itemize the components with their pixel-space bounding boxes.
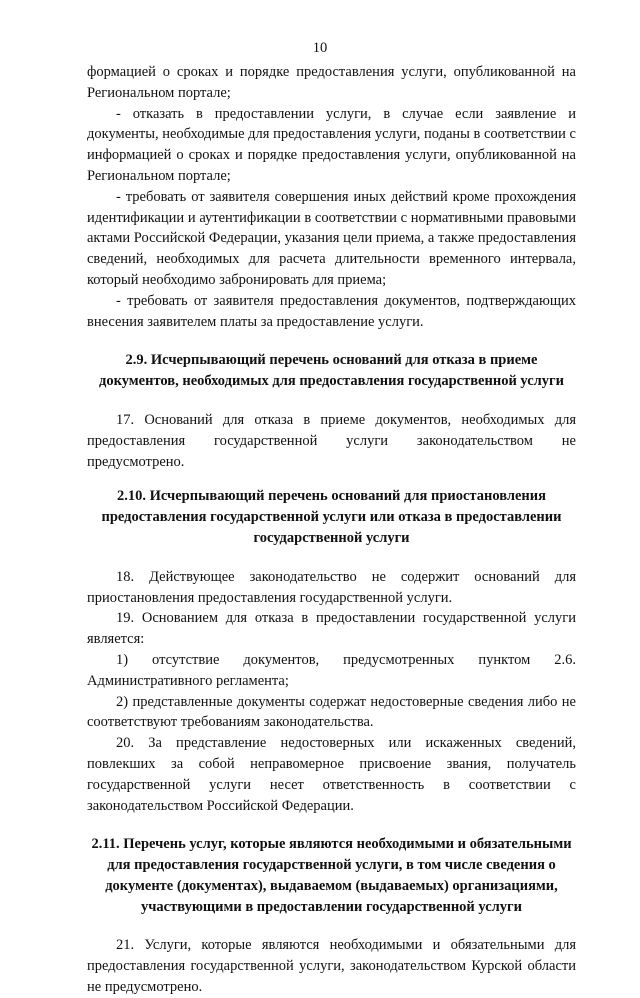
section-heading-2-11: 2.11. Перечень услуг, которые являются необходимыми и обязательными для предоставления государственной услуги, в том числе сведения о документе (документах), выдаваемом (выдаваемых) организациями, участвующими в предоставлении государственной услуги	[91, 836, 572, 915]
paragraph-item-require-documents: - требовать от заявителя предоставления документов, подтверждающих внесения заявителем платы за предоставление услуги.	[87, 292, 576, 330]
paragraph-19-item-1: 1) отсутствие документов, предусмотренных пунктом 2.6. Административного регламента;	[87, 651, 576, 689]
paragraph-17: 17. Оснований для отказа в приеме документов, необходимых для предоставления государственной услуги законодательством не предусмотрено.	[87, 411, 576, 470]
paragraph-item-refuse: - отказать в предоставлении услуги, в случае если заявление и документы, необходимые для предоставления услуги, поданы в соответствии с информацией о сроках и порядке предоставления услуги, опубликованной на Региональном портале;	[87, 105, 576, 184]
paragraph-item-require-actions: - требовать от заявителя совершения иных действий кроме прохождения идентификации и аутентификации в соответствии с нормативными правовыми актами Российской Федерации, указания цели приема, а также предоставления сведений, необходимых для расчета длительности временного интервала, который необходимо забронировать для приема;	[87, 188, 576, 288]
paragraph-continuation: формацией о сроках и порядке предоставления услуги, опубликованной на Региональном портале;	[87, 64, 576, 101]
section-heading-2-10: 2.10. Исчерпывающий перечень оснований для приостановления предоставления государственной услуги или отказа в предоставлении государственной услуги	[101, 488, 562, 546]
page-number: 10	[312, 40, 328, 56]
section-heading-2-9: 2.9. Исчерпывающий перечень оснований для отказа в приеме документов, необходимых для предоставления государственной услуги	[99, 352, 564, 390]
document-body	[87, 62, 576, 998]
paragraph-20: 20. За представление недостоверных или искаженных сведений, повлекших за собой неправомерное присвоение звания, получатель государственной услуги несет ответственность в соответствии с законодательством Российской Федерации.	[87, 735, 576, 814]
paragraph-21: 21. Услуги, которые являются необходимыми и обязательными для предоставления государственной услуги, законодательством Курской области не предусмотрено.	[87, 937, 576, 996]
paragraph-19-item-2: 2) представленные документы содержат недостоверные сведения либо не соответствуют требованиям законодательства.	[87, 693, 576, 731]
paragraph-19: 19. Основанием для отказа в предоставлении государственной услуги является:	[87, 610, 576, 648]
paragraph-18: 18. Действующее законодательство не содержит оснований для приостановления предоставления государственной услуги.	[87, 568, 576, 606]
